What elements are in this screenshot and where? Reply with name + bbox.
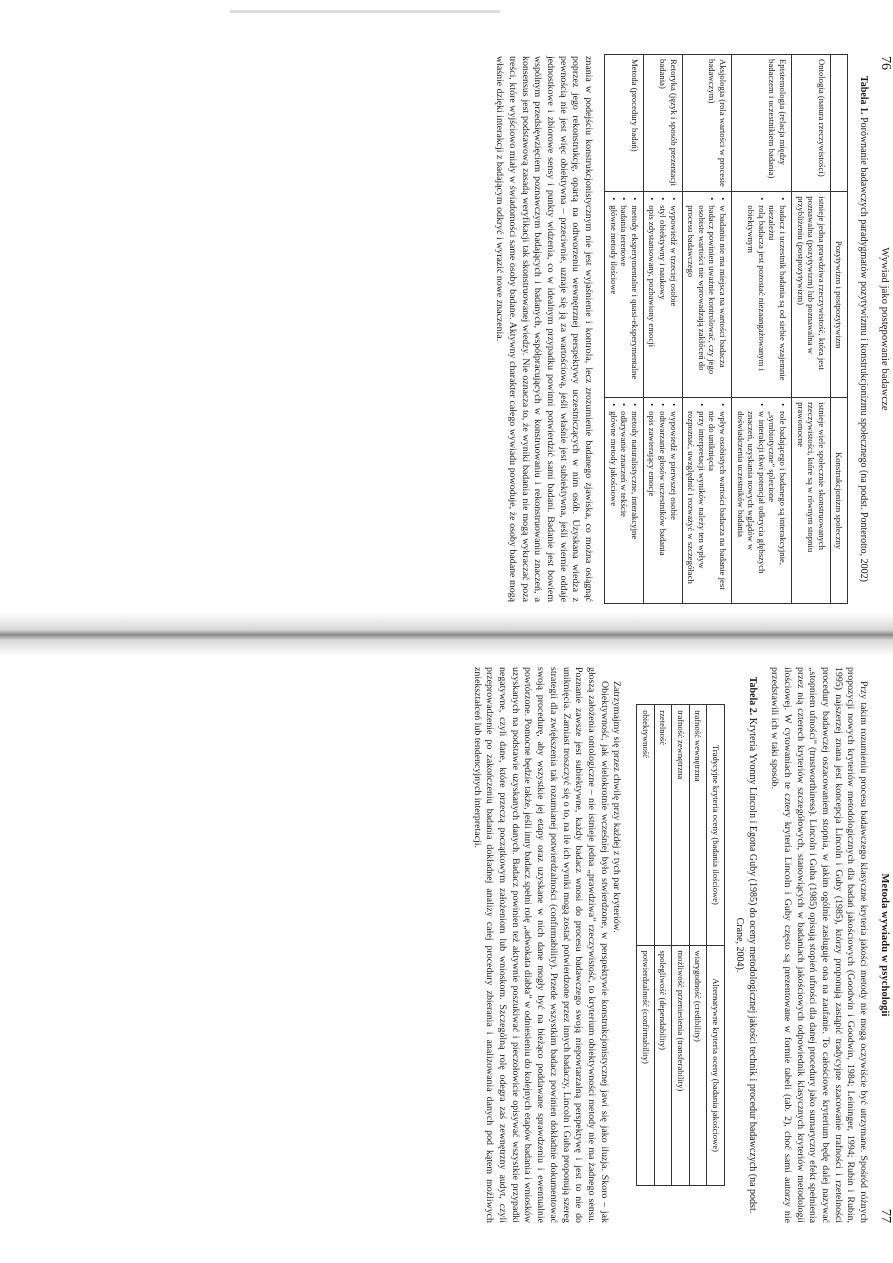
table-2-label: Tabela 2. xyxy=(746,676,758,716)
paragraph: Obiektywność, jak wielokrotnie wcześniej było stwierdzone, w perspektywie konstrukcjonistycznej jawi się jako iluzja. Skoro – jak głoszą założenia ontologiczne – nie istnieje jedna „prawdziwa” rzeczywistość, to kryterium obiektywności metody nie ma żadnego sensu. Poznanie zawsze jest subiektywne, każdy badacz wnosi do procesu badawczego swoją niepowtarzalną perspektywę i jest to nie do uniknięcia. Zamiast troszczyć się o to, na ile ich wyniki mogą zostać potwierdzone przez innych badaczy, Lincoln i Guba proponują szereg strategii dla zwiększenia tak rozumianej potwierdzalności (confirmability). Przede wszystkim badacz powinien dokładnie dokumentować swoją procedurę, aby wszystkie jej etapy oraz uzyskane w nich dane mogły być na bieżąco poddawane sprawdzeniu i ewentualnie powtórzone. Pomocne będzie także, jeśli inny badacz spełni rolę „adwokata diabła” w odniesieniu do kolejnych etapów badania i wniosków uzyskanych na podstawie uzyskanych danych. Badacz powinien też aktywnie poszukiwać i pieczołowicie opisywać wszystkie przypadki negatywne, czyli dane, które przeczą początkowym założeniom lub wnioskom. Szczególną rolę odegra zaś zewnętrzny audyt, czyli przeprowadzenie po zakończeniu badania dokładnej analizy całej procedury zbierania i analizowania danych pod kątem możliwych zniekształceń lub tendencyjnych interpretacji. xyxy=(471,667,610,1223)
list-item: • w interakcji tkwi potencjał odkrycia głębszych znaczeń, uzyskania nowych wglądów w doświadczenia uczestników badania xyxy=(735,411,767,599)
body-text-77-intro xyxy=(768,667,869,1223)
running-title: Metoda wywiadu w psychologii xyxy=(879,873,890,1017)
cell-text: istnieje wiele społecznie skonstruowanych rzeczywistości, które są w równym stopniu prawomocne xyxy=(795,402,827,553)
table-header-cell: Konstrukcjonizm społeczny xyxy=(830,398,848,604)
positivism-cell xyxy=(643,192,682,398)
row-label: Retoryka (język i sposób prezentacji badania) xyxy=(643,55,682,192)
running-head-76 xyxy=(877,54,893,604)
table-row xyxy=(792,55,831,604)
list-item: • badania terenowe xyxy=(619,205,630,393)
table-header-cell xyxy=(830,55,848,192)
running-head-77 xyxy=(877,665,893,1225)
list-item: • główne metody ilościowe xyxy=(608,205,619,393)
constructionism-cell xyxy=(643,398,682,604)
table-header-row xyxy=(707,705,724,1186)
table-row xyxy=(732,55,792,604)
table-row xyxy=(672,705,689,1186)
table-2 xyxy=(636,704,724,1186)
traditional-criterion: obiektywność xyxy=(637,705,654,945)
list-item: • rolą badacza jest pozostać niezaangażowanym i obiektywnym xyxy=(746,205,767,393)
traditional-criterion: rzetelność xyxy=(654,705,671,945)
table-header-cell: Tradycyjne kryteria oceny (badania ilościowe) xyxy=(707,705,724,945)
page-number: 76 xyxy=(878,56,893,70)
page-77 xyxy=(63,665,893,1225)
positivism-cell xyxy=(604,192,643,398)
table-row xyxy=(682,55,731,604)
alternative-criterion: spolegliwość (dependability) xyxy=(654,945,671,1185)
row-label: Aksjologia (rola wartości w procesie badawczym) xyxy=(682,55,731,192)
row-label: Ontologia (natura rzeczywistości) xyxy=(792,55,831,192)
table-row xyxy=(689,705,706,1186)
list-item: • metody naturalistyczne, interakcyjne xyxy=(629,411,640,599)
table-row xyxy=(643,55,682,604)
cell-text: istnieje jedna prawdziwa rzeczywistość, która jest poznawalna (pozytywizm) lub poznawalna w przybliżeniu (postpozytywizm) xyxy=(795,196,827,370)
traditional-criterion: trafność zewnętrzna xyxy=(672,705,689,945)
list-item: • przy interpretacji wyników należy ten wpływ rozpoznać, uwzględnić i rozważyć w szczegółach xyxy=(686,411,707,599)
list-item: • główne metody jakościowe xyxy=(608,411,619,599)
table-1-label: Tabela 1. xyxy=(858,76,869,115)
table-2-caption-text: Kryteria Yvonny Lincoln i Egona Guby (1985) do oceny metodologicznej jakości technik i procedur badawczych (na podst. Crane, 2004). xyxy=(734,717,758,1214)
table-1-caption-text: Porównanie badawczych paradygmatów pozytywizmu i konstrukcjonizmu społecznego (na podst. Ponterotto, 2002) xyxy=(858,117,869,582)
list-item: • wpływ osobistych wartości badacza na badanie jest nie do uniknięcia xyxy=(707,411,728,599)
constructionism-cell xyxy=(682,398,731,604)
positivism-cell xyxy=(732,192,792,398)
table-row xyxy=(637,705,654,1186)
row-label: Epistemologia (relacja między badaczem i uczestnikiem badania) xyxy=(732,55,792,192)
table-header-cell: Pozytywizm i postpozytywizm xyxy=(830,192,848,398)
list-item: • opis zdystansowany, pozbawiony emocji xyxy=(647,205,658,393)
table-1 xyxy=(604,54,849,604)
body-text-77-main xyxy=(470,667,622,1223)
constructionism-cell xyxy=(792,398,831,604)
list-item: • metody eksperymentalne i quasi-eksperymentalne xyxy=(629,205,640,393)
list-item: • wypowiedź w trzeciej osobie xyxy=(668,205,679,393)
alternative-criterion: wiarygodność (credibility) xyxy=(689,945,706,1185)
positivism-cell xyxy=(682,192,731,398)
page-76 xyxy=(63,54,893,604)
traditional-criterion: trafność wewnętrzna xyxy=(689,705,706,945)
running-title: Wywiad jako postępowanie badawcze xyxy=(879,247,890,411)
scan-edge-mark xyxy=(230,10,500,13)
list-item: • badacz i uczestnik badania są od siebie wzajemnie niezależni xyxy=(767,205,788,393)
alternative-criterion: potwierdzalność (confirmability) xyxy=(637,945,654,1185)
table-header-row xyxy=(830,55,848,604)
constructionism-cell xyxy=(604,398,643,604)
paragraph: znania w podejściu konstrukcjonistycznym nie jest wyjaśnienie i kontrola, lecz zrozumienie badanego zjawiska, co można osiągnąć poprzez jego rekonstrukcję, opartą na odtworzeniu wewnętrznej perspektywy uczestniczących w nim osób. Uzyskana wiedza z pewnością nie jest więc obiektywna – przeciwnie, uznaje się ją za wartościową, jeśli właśnie jest subiektywna, jeśli wiernie oddaje jednostkowe i zbiorowe sensy i punkty widzenia, co w idealnym przypadku powinni potwierdzić sami badani. Badanie jest bowiem wspólnym przedsięwzięciem poznawczym badających i badanych, współpracujących w konstruowaniu i rekonstruowaniu znaczeń, a konsensus jest podstawową zasadą weryfikacji tak skonstruowanej wiedzy. Nie oznacza to, że wyniki badania nie mogą wykraczać poza treści, które wyjściowo miały w świadomości same osoby badane. Aktywny charakter całego wywiadu powoduje, że osoby badane mogą właśnie dzięki interakcji z badającym odkryć i wyrazić nowe znaczenia. xyxy=(494,56,594,602)
alternative-criterion: możliwość przeniesienia (transferability) xyxy=(672,945,689,1185)
row-label: Metoda (procedury badań) xyxy=(604,55,643,192)
constructionism-cell xyxy=(732,398,792,604)
book-gutter-shadow xyxy=(0,612,893,656)
paragraph: Przy takim rozumieniu procesu badawczego klasyczne kryteria jakości metody nie mogą oczywiście być utrzymane. Spośród różnych propozycji nowych kryteriów metodologicznych dla badań jakościowych (Goodwin i Goodwin, 1984; Leininger, 1994; Rubin i Rubin, 1995) najszerzej znana jest koncepcja Lincoln i Guby (1985), którzy proponują zastąpić tradycyjne szacowanie trafności i rzetelności procedury badawczej oszacowaniem stopnia, w jakim ogólnie zasługuje ona na zaufanie. To całościowe kryterium będę dalej nazywać „stopniem ufności” (trustworthiness). Lincoln i Guba (1985) opisują stopień ufności dla danej procedury jako sumaryczny efekt spełnienia przez nią czterech kryteriów szczegółowych, stanowiących w badaniach jakościowych odpowiednik klasycznych kryteriów metodologii ilościowej. W cytowaniach te cztery kryteria Lincoln i Guby często są prezentowane w formie tabeli (tab. 2), choć sami autorzy nie przedstawili ich w taki sposób. xyxy=(769,667,869,1223)
list-item: • w badaniu nie ma miejsca na wartości badacza xyxy=(717,205,728,393)
table-2-caption xyxy=(733,665,758,1225)
list-item: • odtwarzanie głosów uczestników badania xyxy=(657,411,668,599)
body-text-76 xyxy=(493,56,594,602)
list-item: • role badającego i badanego są interakcyjnie, „symbiotyczne” splecione xyxy=(767,411,788,599)
list-item: • styl obiektywny i naukowy xyxy=(657,205,668,393)
list-item: • wypowiedź w pierwszej osobie xyxy=(668,411,679,599)
list-item: • odkrywanie znaczeń w tekście xyxy=(619,411,630,599)
paragraph: Zatrzymajmy się przez chwilę przy każdej z tych par kryteriów. xyxy=(611,681,623,933)
page-number: 77 xyxy=(878,1208,893,1223)
table-row xyxy=(604,55,643,604)
table-header-cell: Alternatywne kryteria oceny (badania jakościowe) xyxy=(707,945,724,1185)
table-row xyxy=(654,705,671,1186)
list-item: • badacz powinien uważnie kontrolować, czy jego osobiste wartości nie wprowadzają zakłóceń do procesu badawczego xyxy=(686,205,718,393)
positivism-cell xyxy=(792,192,831,398)
table-1-caption xyxy=(857,54,870,604)
list-item: • opis zawierający emocje xyxy=(647,411,658,599)
